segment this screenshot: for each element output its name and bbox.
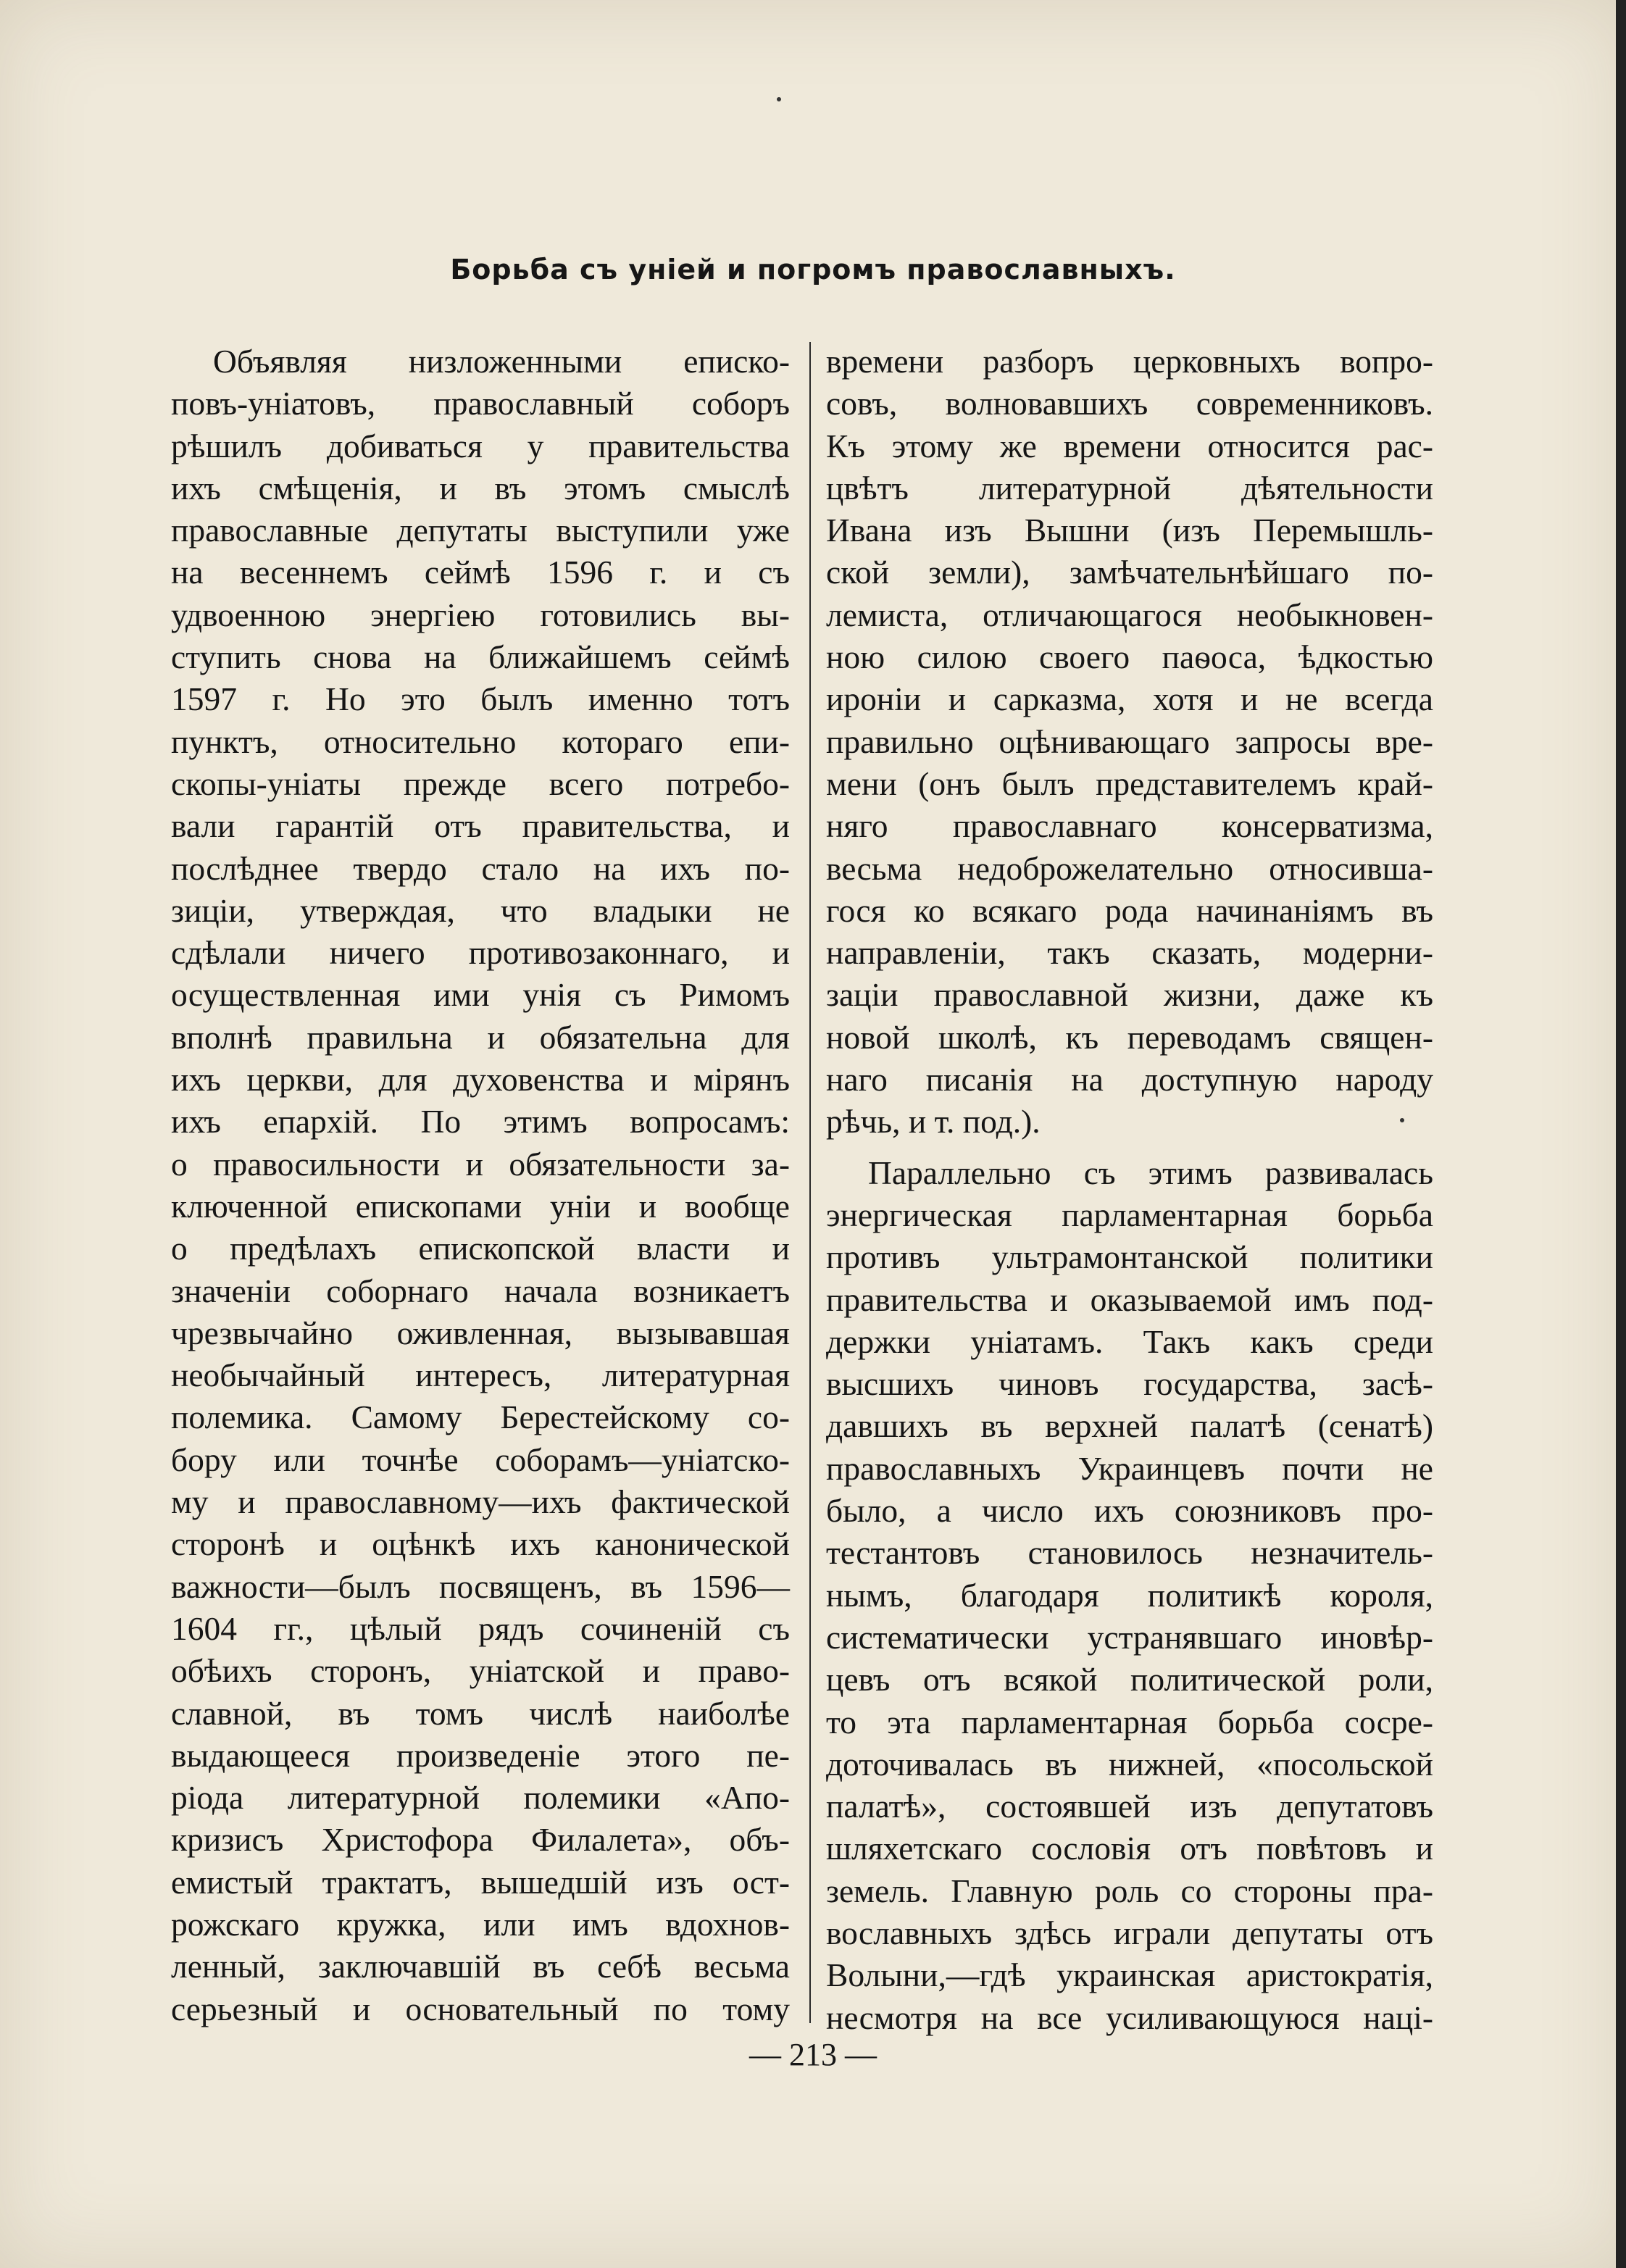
text-line: ріода литературной полемики «Апо- <box>171 1779 790 1817</box>
text-line: высшихъ чиновъ государства, засѣ- <box>826 1365 1433 1403</box>
text-line: Параллельно съ этимъ развивалась <box>868 1154 1433 1191</box>
text-line: православные депутаты выступили уже <box>171 512 790 549</box>
text-line: нымъ, благодаря политикѣ короля, <box>826 1576 1433 1614</box>
text-line: наго писанія на доступную народу <box>826 1061 1433 1098</box>
text-line: славной, въ томъ числѣ наиболѣе <box>171 1694 790 1732</box>
text-line: значеніи соборнаго начала возникаетъ <box>171 1272 790 1309</box>
text-line: зиціи, утверждая, что владыки не <box>171 891 790 929</box>
text-line: Объявляя низложенными еписко- <box>213 343 790 380</box>
text-line: рожскаго кружка, или имъ вдохнов- <box>171 1905 790 1943</box>
text-line: Ивана изъ Вышни (изъ Перемышль- <box>826 512 1433 549</box>
text-line: послѣднее твердо стало на ихъ по- <box>171 849 790 887</box>
text-line: давшихъ въ верхней палатѣ (сенатѣ) <box>826 1407 1433 1445</box>
text-line: полемика. Самому Берестейскому со- <box>171 1398 790 1436</box>
text-line: бору или точнѣе соборамъ—уніатско- <box>171 1441 790 1478</box>
text-line: сдѣлали ничего противозаконнаго, и <box>171 934 790 972</box>
text-line: 1597 г. Но это былъ именно тотъ <box>171 680 790 718</box>
text-line: вполнѣ правильна и обязательна для <box>171 1018 790 1056</box>
text-line: ихъ смѣщенія, и въ этомъ смыслѣ <box>171 469 790 506</box>
text-line: правительства и оказываемой имъ под- <box>826 1280 1433 1318</box>
text-line: времени разборъ церковныхъ вопро- <box>826 343 1433 380</box>
text-line: сторонѣ и оцѣнкѣ ихъ канонической <box>171 1525 790 1563</box>
text-line: весьма недоброжелательно относивша- <box>826 849 1433 887</box>
text-line: пунктъ, относительно котораго епи- <box>171 722 790 760</box>
text-line: было, а число ихъ союзниковъ про- <box>826 1492 1433 1530</box>
text-line: палатѣ», состоявшей изъ депутатовъ <box>826 1788 1433 1825</box>
page-edge-shadow <box>1616 0 1626 2268</box>
text-line: систематически устранявшаго иновѣр- <box>826 1618 1433 1656</box>
left-text-column <box>171 341 790 2030</box>
text-line: энергическая парламентарная борьба <box>826 1196 1433 1233</box>
text-line: несмотря на все усиливающуюся наці- <box>826 1998 1433 2036</box>
text-line: необычайный интересъ, литературная <box>171 1356 790 1394</box>
text-line: направленіи, такъ сказать, модерни- <box>826 934 1433 972</box>
text-line: кризисъ Христофора Филалета», объ- <box>171 1821 790 1859</box>
text-line: на весеннемъ сеймѣ 1596 г. и съ <box>171 554 790 591</box>
text-line: чрезвычайно оживленная, вызывавшая <box>171 1314 790 1351</box>
print-speck <box>777 97 781 101</box>
text-line: доточивалась въ нижней, «посольской <box>826 1745 1433 1783</box>
text-line: няго православнаго консерватизма, <box>826 807 1433 845</box>
right-text-column <box>826 341 1433 2039</box>
text-line: скопы-уніаты прежде всего потребо- <box>171 764 790 802</box>
print-speck <box>1400 1118 1404 1122</box>
text-line: о предѣлахъ епископской власти и <box>171 1230 790 1267</box>
text-line: Къ этому же времени относится рас- <box>826 427 1433 464</box>
text-line: серьезный и основательный по тому <box>171 1990 790 2027</box>
text-line: Волыни,—гдѣ украинская аристократія, <box>826 1956 1433 1994</box>
text-line: шляхетскаго сословія отъ повѣтовъ и <box>826 1830 1433 1867</box>
text-line: вали гарантій отъ правительства, и <box>171 807 790 845</box>
text-line: важности—былъ посвященъ, въ 1596— <box>171 1567 790 1605</box>
text-line: ихъ церкви, для духовенства и мірянъ <box>171 1061 790 1098</box>
text-line: рѣшилъ добиваться у правительства <box>171 427 790 464</box>
text-line: ключенной епископами уніи и вообще <box>171 1187 790 1225</box>
text-line: удвоенною энергіею готовились вы- <box>171 596 790 633</box>
page-heading: Борьба съ уніей и погромъ православныхъ. <box>450 254 1176 285</box>
text-line: православныхъ Украинцевъ почти не <box>826 1449 1433 1487</box>
text-line: повъ-уніатовъ, православный соборъ <box>171 385 790 422</box>
text-line: цвѣтъ литературной дѣятельности <box>826 469 1433 506</box>
text-line: заціи православной жизни, даже къ <box>826 976 1433 1014</box>
text-line: осуществленная ими унія съ Римомъ <box>171 976 790 1014</box>
text-line: новой школѣ, къ переводамъ священ- <box>826 1018 1433 1056</box>
text-line: лемиста, отличающагося необыкновен- <box>826 596 1433 633</box>
text-line: 1604 гг., цѣлый рядъ сочиненій съ <box>171 1609 790 1647</box>
text-line: правильно оцѣнивающаго запросы вре- <box>826 722 1433 760</box>
text-line: ступить снова на ближайшемъ сеймѣ <box>171 638 790 676</box>
column-divider-rule <box>809 342 811 2023</box>
text-line: ихъ епархій. По этимъ вопросамъ: <box>171 1103 790 1141</box>
text-line: о правосильности и обязательности за- <box>171 1145 790 1183</box>
text-line: противъ ультрамонтанской политики <box>826 1238 1433 1276</box>
text-line: то эта парламентарная борьба сосре- <box>826 1703 1433 1740</box>
text-line: му и православному—ихъ фактической <box>171 1483 790 1521</box>
text-line: ской земли), замѣчательнѣйшаго по- <box>826 554 1433 591</box>
text-line: гося ко всякаго рода начинаніямъ въ <box>826 891 1433 929</box>
text-line: ироніи и сарказма, хотя и не всегда <box>826 680 1433 718</box>
text-line: емистый трактатъ, вышедшій изъ ост- <box>171 1863 790 1901</box>
text-line: держки уніатамъ. Такъ какъ среди <box>826 1322 1433 1360</box>
text-line: земель. Главную роль со стороны пра- <box>826 1872 1433 1909</box>
text-line: тестантовъ становилось незначитель- <box>826 1534 1433 1572</box>
text-line: выдающееся произведеніе этого пе- <box>171 1736 790 1774</box>
text-line: цевъ отъ всякой политической роли, <box>826 1661 1433 1698</box>
text-line: мени (онъ былъ представителемъ край- <box>826 764 1433 802</box>
text-line: рѣчь, и т. под.). <box>826 1103 1041 1141</box>
text-line: обѣихъ сторонъ, уніатской и право- <box>171 1652 790 1690</box>
text-line: совъ, волновавшихъ современниковъ. <box>826 385 1433 422</box>
text-line: ною силою своего паѳоса, ѣдкостью <box>826 638 1433 676</box>
page-number: — 213 — <box>749 2037 877 2072</box>
text-line: ленный, заключавшій въ себѣ весьма <box>171 1948 790 1985</box>
text-line: вославныхъ здѣсь играли депутаты отъ <box>826 1914 1433 1951</box>
